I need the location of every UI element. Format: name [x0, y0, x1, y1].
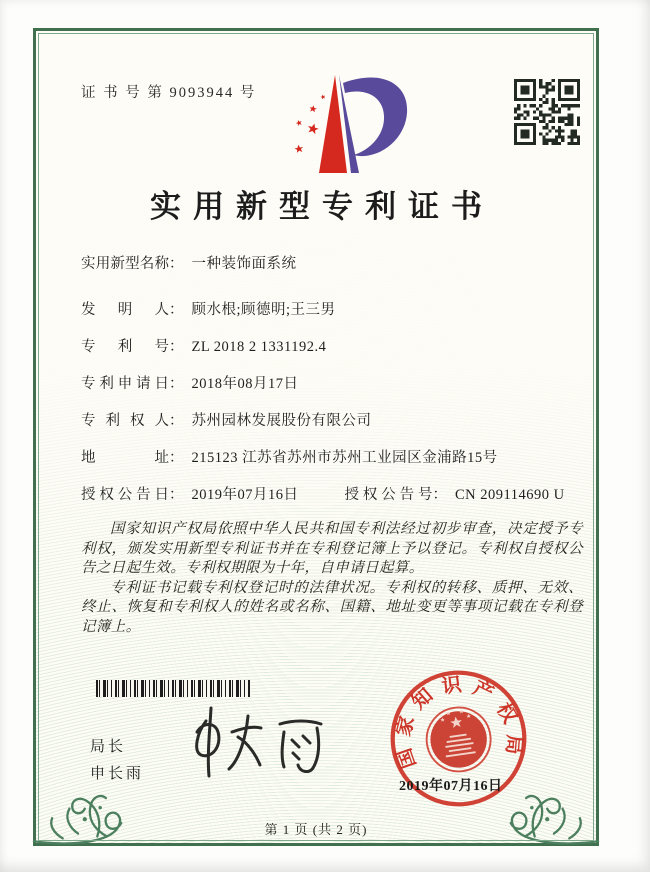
- field-row-patent-number: [81, 337, 581, 358]
- field-label: 专利权人: [81, 413, 169, 429]
- certificate-number: 证 书 号 第 9093944 号: [81, 85, 257, 101]
- field-value: 苏州园林发展股份有限公司: [191, 413, 372, 429]
- qr-code: [514, 79, 580, 145]
- colon: ：: [169, 339, 184, 355]
- field-row-patentee: [81, 411, 581, 432]
- field-label: 专利申请日: [81, 376, 169, 392]
- field-value: 顾水根;顾德明;王三男: [191, 302, 336, 318]
- colon: ：: [169, 450, 184, 466]
- field-label: 发明人: [81, 302, 169, 318]
- field-row-inventors: [81, 300, 581, 321]
- page-number: 第 1 页 (共 2 页): [264, 822, 368, 837]
- colon: ：: [432, 487, 447, 503]
- legal-text: [81, 520, 583, 637]
- director-name: 申长雨: [90, 766, 145, 782]
- field-value: CN 209114690 U: [455, 487, 565, 503]
- field-label: 授权公告日: [81, 487, 169, 503]
- field-value: ZL 2018 2 1331192.4: [191, 339, 327, 355]
- certificate-title: 实用新型专利证书: [150, 189, 494, 224]
- field-value: 2019年07月16日: [191, 487, 299, 503]
- legal-paragraph-2: 专利证书记载专利权登记时的法律状况。专利权的转移、质押、无效、终止、恢复和专利权人的姓名或名称、国籍、地址变更等事项记载在专利登记簿上。: [81, 579, 583, 635]
- certificate-frame: [33, 28, 599, 846]
- field-row-name: [81, 254, 581, 275]
- field-value: 215123 江苏省苏州市苏州工业园区金浦路15号: [191, 450, 498, 466]
- colon: ：: [169, 302, 184, 318]
- colon: ：: [169, 487, 184, 503]
- field-label: 专利号: [81, 339, 169, 355]
- colon: ：: [169, 376, 184, 392]
- field-row-address: [81, 448, 581, 469]
- cnipa-logo-icon: [269, 69, 431, 181]
- field-row-grant: [81, 485, 581, 506]
- field-value: 一种装饰面系统: [191, 256, 297, 272]
- field-row-filing-date: [81, 374, 581, 395]
- grant-number-pair: [345, 487, 565, 503]
- legal-paragraph-1: 国家知识产权局依照中华人民共和国专利法经过初步审查，决定授予专利权，颁发实用新型专利证书并在专利登记簿上予以登记。专利权自授权公告之日起生效。专利权期限为十年，自申请日起算。: [81, 521, 583, 576]
- seal-date: 2019年07月16日: [399, 779, 503, 794]
- barcode: [96, 680, 251, 697]
- field-value: 2018年08月17日: [191, 376, 299, 392]
- field-list: [81, 254, 581, 522]
- colon: ：: [169, 413, 184, 429]
- field-label: 地址: [81, 450, 169, 466]
- seal-text: 国家知识产权局: [392, 673, 526, 772]
- colon: ：: [169, 256, 184, 272]
- field-label: 授权公告号: [344, 487, 433, 503]
- director-title: 局长: [90, 739, 127, 755]
- director-signature: [176, 701, 356, 786]
- national-emblem-icon: [423, 703, 495, 775]
- field-label: 实用新型名称: [81, 256, 169, 272]
